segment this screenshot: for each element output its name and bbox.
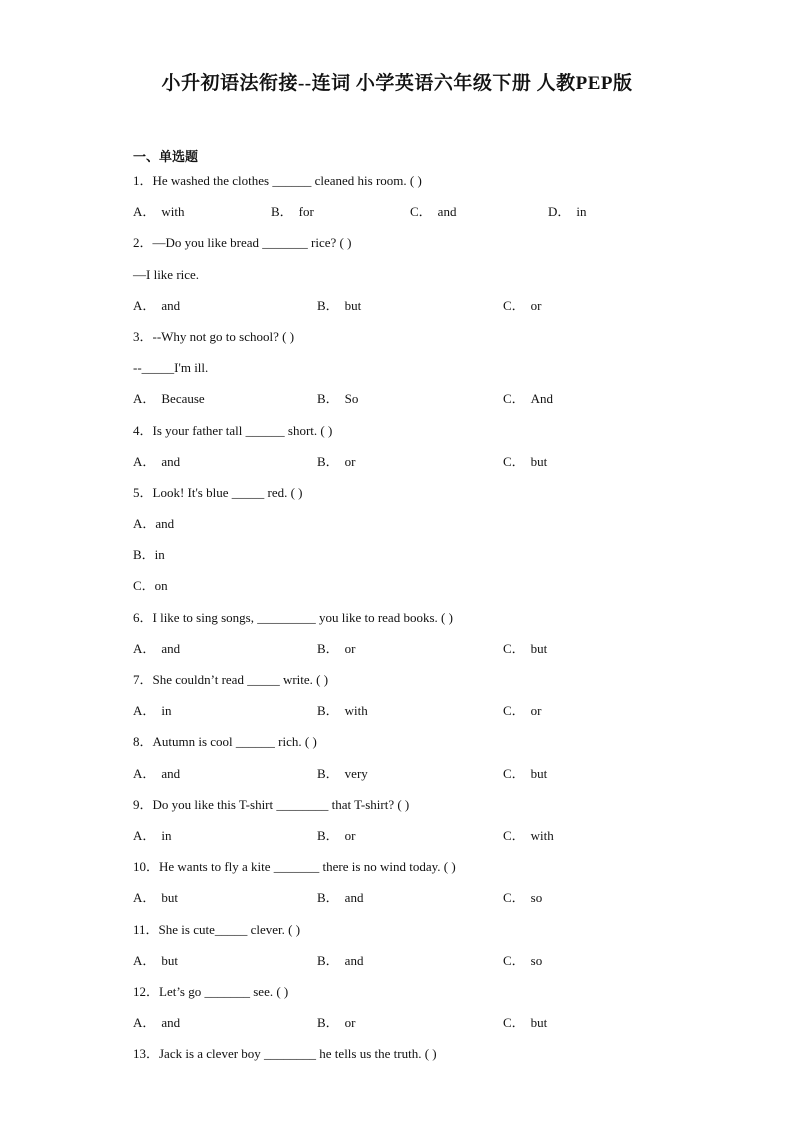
option-text: or [344,1015,356,1031]
option-letter: B． [317,703,339,719]
option-letter: B． [317,453,339,469]
option-text: or [344,640,356,656]
option-text: but [530,765,548,781]
option-letter: C． [503,297,525,313]
option-letter: C． [503,391,525,407]
question-text: --_____I'm ill. [133,360,209,376]
question-text: C．on [133,578,168,594]
answer-option [503,387,553,411]
answer-option [133,1011,180,1035]
answer-option [317,762,368,786]
option-letter: A． [133,1015,156,1031]
option-text: so [530,890,543,906]
answer-options [133,1011,753,1042]
option-letter: C． [503,827,525,843]
answer-option [133,637,180,661]
option-text: but [530,640,548,656]
option-text: Because [161,391,205,407]
answer-option [317,886,363,910]
option-text: and [161,453,181,469]
answer-option [317,387,358,411]
option-text: and [161,765,181,781]
option-text: for [298,204,314,220]
answer-option [133,387,205,411]
option-letter: A． [133,827,156,843]
option-letter: C． [503,640,525,656]
option-text: and [161,640,181,656]
answer-options [133,824,753,855]
question-text: 7．She couldn’t read _____ write. ( ) [133,672,329,687]
question-text: 8．Autumn is cool ______ rich. ( ) [133,734,317,750]
option-text: or [344,453,356,469]
option-letter: A． [133,703,156,719]
answer-option [133,699,172,723]
answer-option [133,294,180,318]
answer-option [410,200,456,224]
option-letter: A． [133,204,156,220]
question-text: 1．He washed the clothes ______ cleaned his room. ( ) [133,173,422,188]
option-letter: B． [317,890,339,906]
answer-options [133,886,753,917]
answer-option [503,637,547,661]
answer-options [133,387,753,418]
option-letter: A． [133,453,156,469]
question-text: 10．He wants to fly a kite _______ there is no wind today. ( ) [133,859,456,875]
answer-option [317,637,356,661]
option-text: in [161,703,172,719]
question-text: 9．Do you like this T-shirt ________ that T-shirt? ( ) [133,796,410,812]
answer-option [503,699,542,723]
answer-option [503,886,542,910]
option-letter: B． [317,827,339,843]
answer-option [133,886,178,910]
option-text: very [344,765,368,781]
option-letter: A． [133,952,156,968]
option-text: with [530,827,554,843]
option-letter: C． [503,765,525,781]
option-text: or [530,703,542,719]
option-text: and [344,890,364,906]
option-letter: A． [133,765,156,781]
answer-options [133,294,753,325]
answer-option [317,1011,356,1035]
option-letter: B． [317,297,339,313]
answer-option [317,294,361,318]
answer-option [133,824,172,848]
question-text: B．in [133,547,165,563]
option-letter: C． [503,703,525,719]
option-text: but [530,1015,548,1031]
option-letter: A． [133,297,156,313]
option-text: with [344,703,368,719]
option-text: but [530,453,548,469]
answer-option [503,294,542,318]
answer-option [317,949,363,973]
option-text: and [161,1015,181,1031]
option-text: with [161,204,185,220]
option-letter: B． [317,1015,339,1031]
page-title: 小升初语法衔接--连词 小学英语六年级下册 人教PEP版 [161,73,633,94]
question-text: 13．Jack is a clever boy ________ he tells us the truth. ( ) [133,1046,437,1062]
option-letter: A． [133,890,156,906]
answer-option [503,949,542,973]
answer-option [317,824,356,848]
option-letter: A． [133,640,156,656]
answer-option [503,1011,547,1035]
question-text: A．and [133,516,175,532]
question-text: 5．Look! It's blue _____ red. ( ) [133,484,303,500]
option-letter: B． [317,765,339,781]
answer-options [133,637,753,668]
option-letter: C． [503,1015,525,1031]
option-letter: C． [410,204,432,220]
option-text: but [344,297,362,313]
answer-option [133,949,178,973]
answer-options [133,450,753,481]
question-text: 11．She is cute_____ clever. ( ) [133,921,301,937]
option-text: So [344,391,359,407]
option-letter: D． [548,204,571,220]
option-text: or [344,827,356,843]
option-letter: B． [317,952,339,968]
answer-options [133,200,753,231]
question-text: 2．—Do you like bread _______ rice? ( ) [133,235,352,251]
answer-option [133,762,180,786]
answer-option [317,450,356,474]
option-text: and [161,297,181,313]
option-text: but [161,890,179,906]
answer-options [133,949,753,980]
option-text: and [344,952,364,968]
answer-option [133,200,185,224]
option-text: And [530,391,554,407]
answer-option [548,200,587,224]
answer-option [133,450,180,474]
option-text: in [576,204,587,220]
option-text: but [161,952,179,968]
option-letter: B． [317,391,339,407]
option-letter: A． [133,391,156,407]
question-text: 4．Is your father tall ______ short. ( ) [133,422,333,438]
section-heading: 一、单选题 [133,149,199,164]
question-text: —I like rice. [133,266,200,282]
option-text: so [530,952,543,968]
option-text: and [437,204,457,220]
option-letter: C． [503,952,525,968]
option-text: or [530,297,542,313]
answer-options [133,762,753,793]
answer-option [503,762,547,786]
answer-option [503,450,547,474]
answer-option [317,699,368,723]
question-text: 3．--Why not go to school? ( ) [133,328,295,344]
answer-options [133,699,753,730]
question-text: 12．Let’s go _______ see. ( ) [133,983,289,999]
option-letter: B． [317,640,339,656]
answer-option [271,200,314,224]
question-list [133,169,753,1073]
answer-option [503,824,554,848]
option-text: in [161,827,172,843]
option-letter: B． [271,204,293,220]
question-text: 6．I like to sing songs, _________ you like to read books. ( ) [133,609,453,625]
option-letter: C． [503,453,525,469]
option-letter: C． [503,890,525,906]
